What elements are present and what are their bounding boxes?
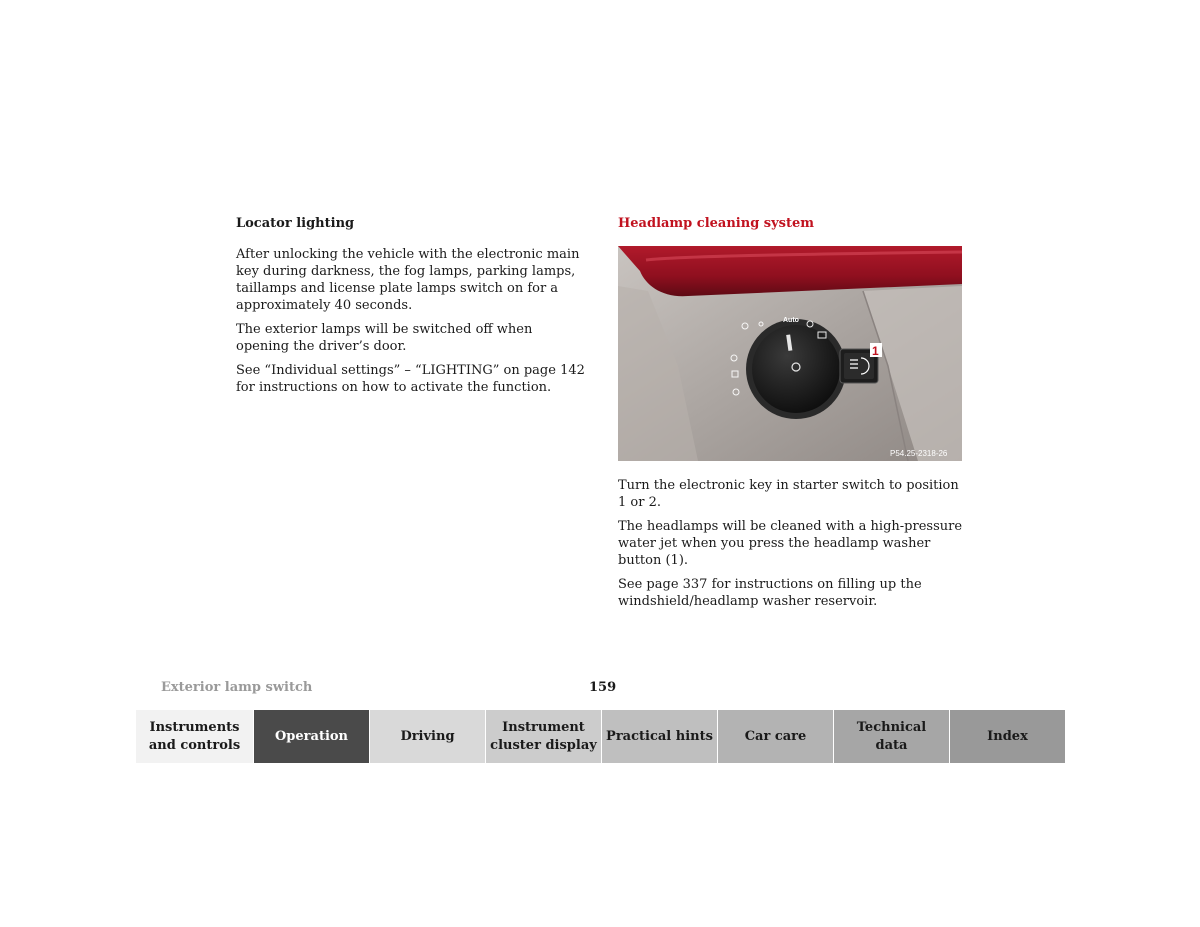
auto-position-label: Auto (783, 317, 799, 324)
tab-operation[interactable]: Operation (253, 710, 369, 763)
tab-instrument-cluster-display[interactable]: Instrument cluster display (485, 710, 601, 763)
tab-instruments-and-controls[interactable]: Instruments and controls (136, 710, 253, 763)
light-switch-knob (746, 319, 846, 419)
paragraph: Turn the electronic key in starter switch to position 1 or 2. (618, 478, 959, 510)
page-number: 159 (589, 680, 617, 695)
callout-number-1: 1 (872, 344, 879, 358)
paragraph: The headlamps will be cleaned with a high-pressure water jet when you press the headlamp washer button (1). (618, 519, 963, 568)
tab-driving[interactable]: Driving (369, 710, 485, 763)
headlamp-cleaning-heading: Headlamp cleaning system (618, 216, 815, 231)
footer-section-title: Exterior lamp switch (161, 680, 313, 695)
paragraph: See “Individual settings” – “LIGHTING” on page 142 for instructions on how to activate the function. (236, 363, 585, 395)
dashboard-light-switch-illustration (618, 246, 962, 461)
tab-index[interactable]: Index (949, 710, 1065, 763)
tab-technical-data[interactable]: Technical data (833, 710, 949, 763)
left-column (236, 214, 588, 403)
tab-practical-hints[interactable]: Practical hints (601, 710, 717, 763)
tab-car-care[interactable]: Car care (717, 710, 833, 763)
image-code: P54.25-2318-26 (890, 449, 948, 458)
paragraph: The exterior lamps will be switched off when opening the driver’s door. (236, 322, 533, 354)
locator-lighting-heading: Locator lighting (236, 216, 355, 231)
paragraph: After unlocking the vehicle with the electronic main key during darkness, the fog lamps, parking lamps, taillamps and license plate lamps switch on for a approximately 40 seconds. (236, 247, 580, 313)
paragraph: See page 337 for instructions on filling up the windshield/headlamp washer reservoir. (618, 577, 922, 609)
chapter-navigation (136, 710, 1065, 763)
right-column (618, 214, 963, 617)
